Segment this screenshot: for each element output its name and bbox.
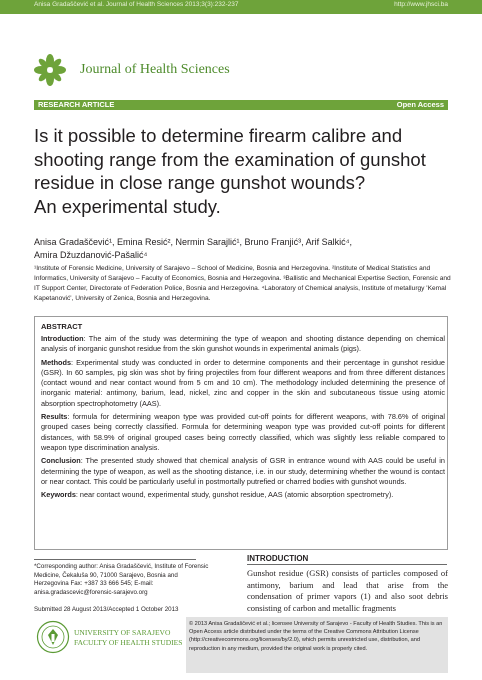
title-line: Is it possible to determine firearm calibre and [34, 125, 403, 146]
affiliations: ¹Institute of Forensic Medicine, University of Sarajevo – School of Medicine, Bosnia and Herzegovina. ²Institute of Medical Statistics and Informatics, University of Sarajevo – Faculty of Economics, Bosnia and Herzegovina. ³Ballistic and Mechanical Expertise Section, Forensic and IT Support Center, Directorate of Federation Police, Bosnia and Herzegovina. ⁴Laboratory of Chemical analysis, Institute of metallurgy 'Kemal Kapetanović', University of Zenica, Bosnia and Herzegovina. [34, 265, 451, 302]
university-line: UNIVERSITY OF SARAJEVO [74, 628, 171, 637]
corresponding-author: *Corresponding author: Anisa Gradaščević, Institute of Forensic Medicine, Čekaluša 90, 71000 Sarajevo, Bosnia and Herzegovina Fax: +387 33 666 545; E-mail: anisa.gradascevic@forensic-sarajevo.org [34, 563, 209, 597]
abstract-heading: ABSTRACT [41, 322, 83, 331]
footnote-divider [34, 559, 196, 560]
title-line: shooting range from the examination of gunshot [34, 148, 426, 170]
journal-logo-icon [34, 54, 66, 86]
abstract-text: : formula for determining weapon type was provided cut-off points for different weapons, with 78.6% of original grouped cases being correctly classified. Formula for determining weapon type was provided cut-off points for different distances, with 58.9% of original grouped cases being correctly classified, which was slightly less reliable compared to weapon type discrimination analysis. [41, 412, 445, 452]
faculty-line: FACULTY OF HEALTH STUDIES [74, 638, 183, 647]
abstract-label: Methods [41, 357, 71, 367]
abstract-text: : Experimental study was conducted in order to determine components and their percentage in gunshot residue (GSR). In 60 samples, pig skin was shot by firing projectiles from four different weapons and from three different distances (contact wound and near contact wound from 5 cm and 10 cm). The methodology included determining the presence of inorganic material: antimony, barium, lead, nickel, zinc and copper in the skin and subcutaneous tissue using atomic absorption spectrophotometry (AAS). [41, 357, 445, 408]
title-line: residue in close range gunshot wounds? [34, 172, 366, 193]
university-name [74, 628, 182, 648]
abstract-label: Introduction [41, 334, 84, 343]
authors-line: Anisa Gradaščević¹, Emina Resić², Nermin Sarajlić¹, Bruno Franjić³, Arif Salkić⁴, [34, 237, 352, 247]
running-header-citation: Anisa Gradaščević et al. Journal of Health Sciences 2013;3(3):232-237 [34, 1, 239, 8]
running-header-bar [0, 0, 482, 14]
abstract-label: Keywords [41, 490, 76, 500]
abstract-text: : The presented study showed that chemical analysis of GSR in entrance wound with AAS could be useful in determining the type of weapon, as well as the shooting distance, i.e. in our study, determining whether the wound is contact or near contact. This could be particularly useful in postmortally putrefied or charred bodies with gunshot wounds. [41, 456, 445, 486]
journal-name: Journal of Health Sciences [80, 62, 230, 77]
abstract-methods [41, 358, 445, 409]
copyright-notice: © 2013 Anisa Gradaščević et al.; licensee University of Sarajevo - Faculty of Health Studies. This is an Open Access article distributed under the terms of the Creative Commons Attribution License (http://creativecommons.org/licenses/by/2.0), which permits unrestricted use, distribution, and reproduction in any medium, provided the original work is properly cited. [189, 621, 443, 652]
article-type-label: RESEARCH ARTICLE [38, 100, 115, 109]
article-type-bar [34, 100, 448, 110]
author-list [34, 236, 454, 262]
open-access-label: Open Access [396, 100, 444, 109]
abstract-conclusion [41, 456, 445, 487]
introduction-heading: INTRODUCTION [247, 554, 309, 563]
abstract-text: : near contact wound, experimental study, gunshot residue, AAS (atomic absorption spectrometry). [75, 490, 394, 500]
abstract-results [41, 412, 445, 453]
abstract-label: Results [41, 412, 68, 422]
authors-line: Amira Džuzdanović-Pašalić⁴ [34, 250, 148, 260]
abstract-label: Conclusion [41, 456, 81, 466]
running-header-url[interactable]: http://www.jhsci.ba [394, 1, 448, 8]
submission-dates: Submitted 28 August 2013/Accepted 1 October 2013 [34, 606, 179, 613]
abstract-text: : The aim of the study was determining the type of weapon and shooting distance depending on chemical analysis of inorganic gunshot residue from the skin gunshot wounds in experimental animals (pigs). [41, 334, 445, 354]
introduction-text: Gunshot residue (GSR) consists of particles composed of antimony, barium and lead that arise from the condensation of primer vapors (1) and also soot debris consisting of carbon and metallic fragments [247, 568, 448, 613]
abstract-introduction [41, 334, 445, 355]
article-title [34, 124, 454, 218]
introduction-divider [247, 564, 447, 565]
abstract-body [41, 334, 445, 503]
abstract-keywords [41, 490, 445, 500]
university-seal-icon [36, 620, 70, 654]
title-line: An experimental study. [34, 195, 221, 217]
